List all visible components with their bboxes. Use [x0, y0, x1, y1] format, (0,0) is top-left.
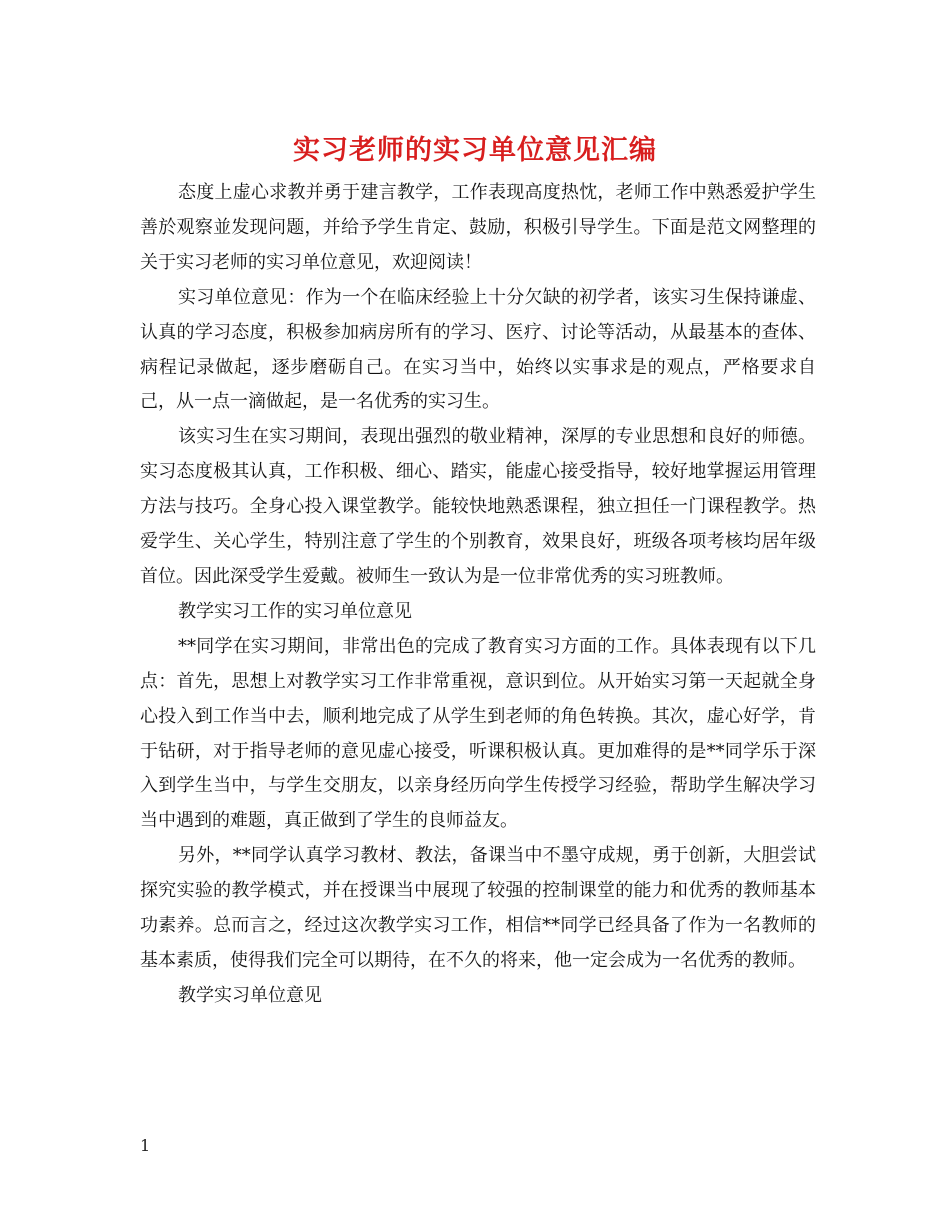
document-title: 实习老师的实习单位意见汇编 [293, 135, 657, 166]
page-number: 1 [140, 1136, 151, 1155]
paragraph-opinion-1: 实习单位意见：作为一个在临床经验上十分欠缺的初学者，该实习生保持谦虚、认真的学习态度，积极参加病房所有的学习、医疗、讨论等活动，从最基本的查体、病程记录做起，逐步磨砺自己。在实习当中，始终以实事求是的观点，严格要求自己，从一点一滴做起，是一名优秀的实习生。 [140, 286, 816, 413]
paragraph-intro: 态度上虚心求教并勇于建言教学，工作表现高度热忱，老师工作中熟悉爱护学生善於观察並发现问题，并给予学生肯定、鼓励，积极引导学生。下面是范文网整理的关于实习老师的实习单位意见，欢迎阅读！ [140, 182, 816, 273]
section-heading-teaching-practice: 教学实习工作的实习单位意见 [178, 600, 412, 622]
paragraph-opinion-2: 该实习生在实习期间，表现出强烈的敬业精神，深厚的专业思想和良好的师德。实习态度极其认真，工作积极、细心、踏实，能虚心接受指导，较好地掌握运用管理方法与技巧。全身心投入课堂教学。能较快地熟悉课程，独立担任一门课程教学。热爱学生、关心学生，特别注意了学生的个别教育，效果良好，班级各项考核均居年级首位。因此深受学生爱戴。被师生一致认为是一位非常优秀的实习班教师。 [140, 426, 816, 587]
paragraph-opinion-4: 另外，**同学认真学习教材、教法，备课当中不墨守成规，勇于创新，大胆尝试探究实验的教学模式，并在授课当中展现了较强的控制课堂的能力和优秀的教师基本功素养。总而言之，经过这次教学实习工作，相信**同学已经具备了作为一名教师的基本素质，使得我们完全可以期待，在不久的将来，他一定会成为一名优秀的教师。 [140, 845, 816, 971]
paragraph-opinion-3: **同学在实习期间，非常出色的完成了教育实习方面的工作。具体表现有以下几点：首先，思想上对教学实习工作非常重视，意识到位。从开始实习第一天起就全身心投入到工作当中去，顺利地完成了从学生到老师的角色转换。其次，虚心好学，肯于钻研，对于指导老师的意见虚心接受，听课积极认真。更加难得的是**同学乐于深入到学生当中，与学生交朋友，以亲身经历向学生传授学习经验，帮助学生解决学习当中遇到的难题，真正做到了学生的良师益友。 [140, 635, 816, 832]
section-heading-teaching-unit: 教学实习单位意见 [178, 984, 322, 1006]
document-body [140, 176, 816, 1014]
